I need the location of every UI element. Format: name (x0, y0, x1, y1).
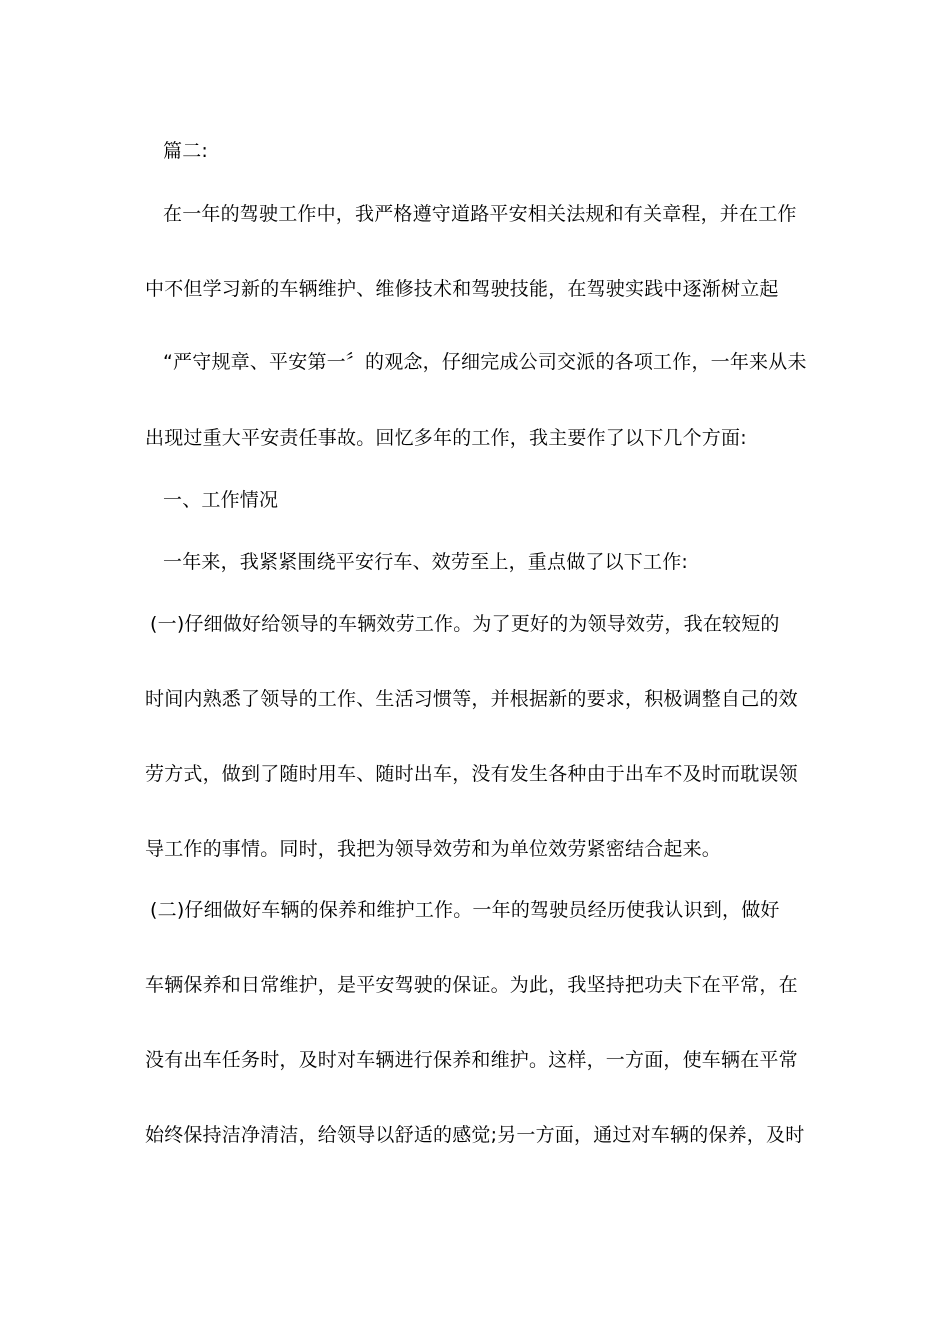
paragraph-line: 中不但学习新的车辆维护、维修技术和驾驶技能，在驾驶实践中逐渐树立起 (145, 278, 779, 300)
section-heading: 篇二: (163, 140, 209, 162)
paragraph-line: 一年来，我紧紧围绕平安行车、效劳至上，重点做了以下工作: (163, 551, 689, 573)
paragraph-line: 出现过重大平安责任事故。回忆多年的工作，我主要作了以下几个方面: (145, 427, 747, 449)
paragraph-line: 车辆保养和日常维护，是平安驾驶的保证。为此，我坚持把功夫下在平常，在 (145, 974, 798, 996)
paragraph-line: “严守规章、平安第一〞的观念，仔细完成公司交派的各项工作，一年来从未 (163, 351, 807, 373)
paragraph-line: 导工作的事情。同时，我把为领导效劳和为单位效劳紧密结合起来。 (145, 838, 722, 860)
paragraph-line: 劳方式，做到了随时用车、随时出车，没有发生各种由于出车不及时而耽误领 (145, 763, 798, 785)
paragraph-line: 时间内熟悉了领导的工作、生活习惯等，并根据新的要求，积极调整自己的效 (145, 688, 798, 710)
paragraph-line: 始终保持洁净清洁，给领导以舒适的感觉;另一方面，通过对车辆的保养，及时 (145, 1124, 805, 1146)
paragraph-line: 在一年的驾驶工作中，我严格遵守道路平安相关法规和有关章程，并在工作 (163, 203, 797, 225)
paragraph-line: (二)仔细做好车辆的保养和维护工作。一年的驾驶员经历使我认识到，做好 (150, 899, 780, 921)
paragraph-line: (一)仔细做好给领导的车辆效劳工作。为了更好的为领导效劳，我在较短的 (150, 613, 780, 635)
paragraph-line: 没有出车任务时，及时对车辆进行保养和维护。这样，一方面，使车辆在平常 (145, 1049, 798, 1071)
subsection-heading: 一、工作情况 (163, 489, 279, 511)
